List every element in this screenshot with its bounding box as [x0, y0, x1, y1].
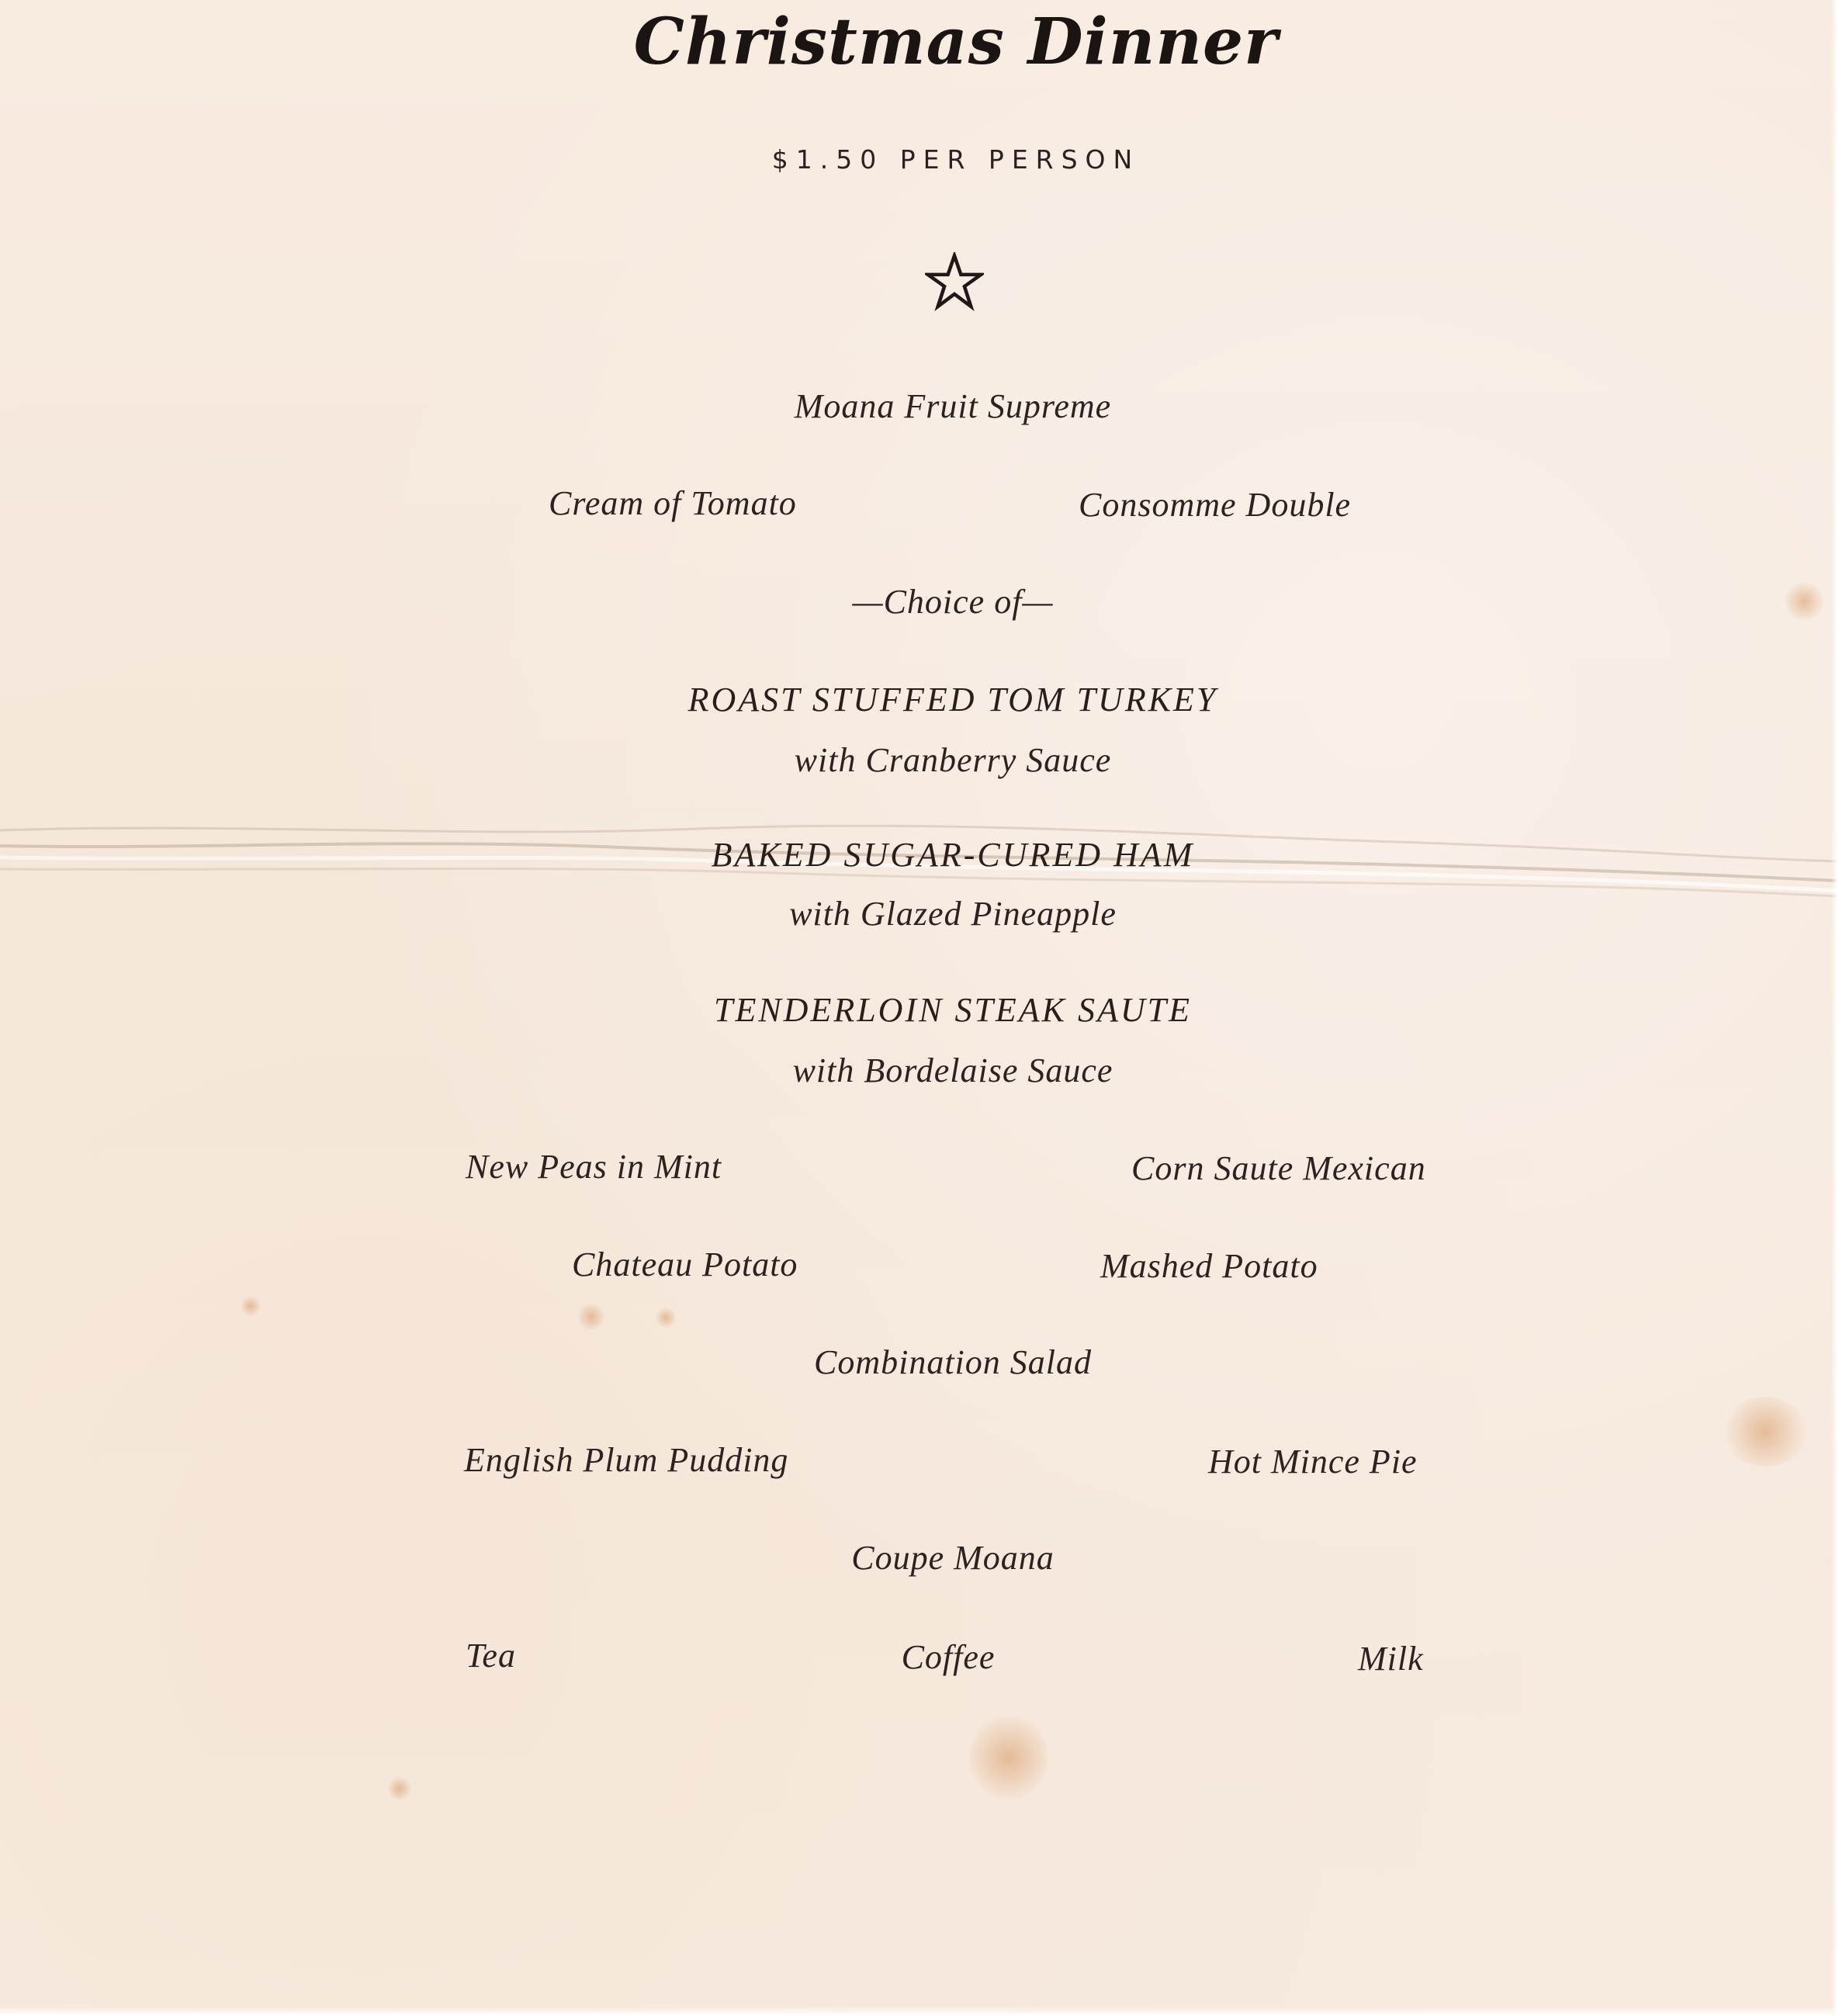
paper-stain — [241, 1296, 261, 1316]
beverage-option: Tea — [466, 1637, 516, 1675]
paper-edge — [0, 2007, 1839, 2016]
vegetable-option: Corn Saute Mexican — [1131, 1149, 1426, 1187]
star-outline-icon — [925, 252, 984, 311]
soup-option: Consomme Double — [1079, 486, 1352, 524]
potato-option: Mashed Potato — [1100, 1247, 1318, 1285]
paper-stain — [1723, 1397, 1808, 1467]
coupe-dessert: Coupe Moana — [851, 1539, 1055, 1577]
price-per-person: $1.50 PER PERSON — [771, 144, 1141, 175]
dessert-option: Hot Mince Pie — [1208, 1443, 1418, 1481]
potato-option: Chateau Potato — [572, 1245, 798, 1283]
beverage-option: Coffee — [901, 1638, 996, 1676]
beverage-option: Milk — [1358, 1640, 1424, 1678]
paper-edge — [1831, 0, 1839, 2016]
salad: Combination Salad — [813, 1343, 1093, 1381]
paper-stain — [578, 1304, 604, 1330]
entree-name: ROAST STUFFED TOM TURKEY — [687, 681, 1218, 719]
entree-name: BAKED SUGAR-CURED HAM — [711, 836, 1195, 874]
entree-name: TENDERLOIN STEAK SAUTE — [713, 991, 1193, 1029]
entree-side: with Glazed Pineapple — [789, 895, 1117, 933]
dessert-option: English Plum Pudding — [464, 1441, 789, 1479]
vegetable-option: New Peas in Mint — [466, 1148, 722, 1186]
menu-title: Christmas Dinner — [633, 5, 1279, 79]
paper-stain — [970, 1715, 1048, 1800]
paper-stain — [388, 1777, 411, 1800]
entree-side: with Bordelaise Sauce — [792, 1051, 1113, 1089]
paper-stain — [1785, 582, 1823, 621]
soup-option: Cream of Tomato — [549, 484, 797, 522]
choice-of-label: —Choice of— — [852, 583, 1054, 621]
entree-side: with Cranberry Sauce — [794, 741, 1112, 779]
paper-stain — [656, 1308, 676, 1328]
appetizer: Moana Fruit Supreme — [794, 387, 1112, 425]
